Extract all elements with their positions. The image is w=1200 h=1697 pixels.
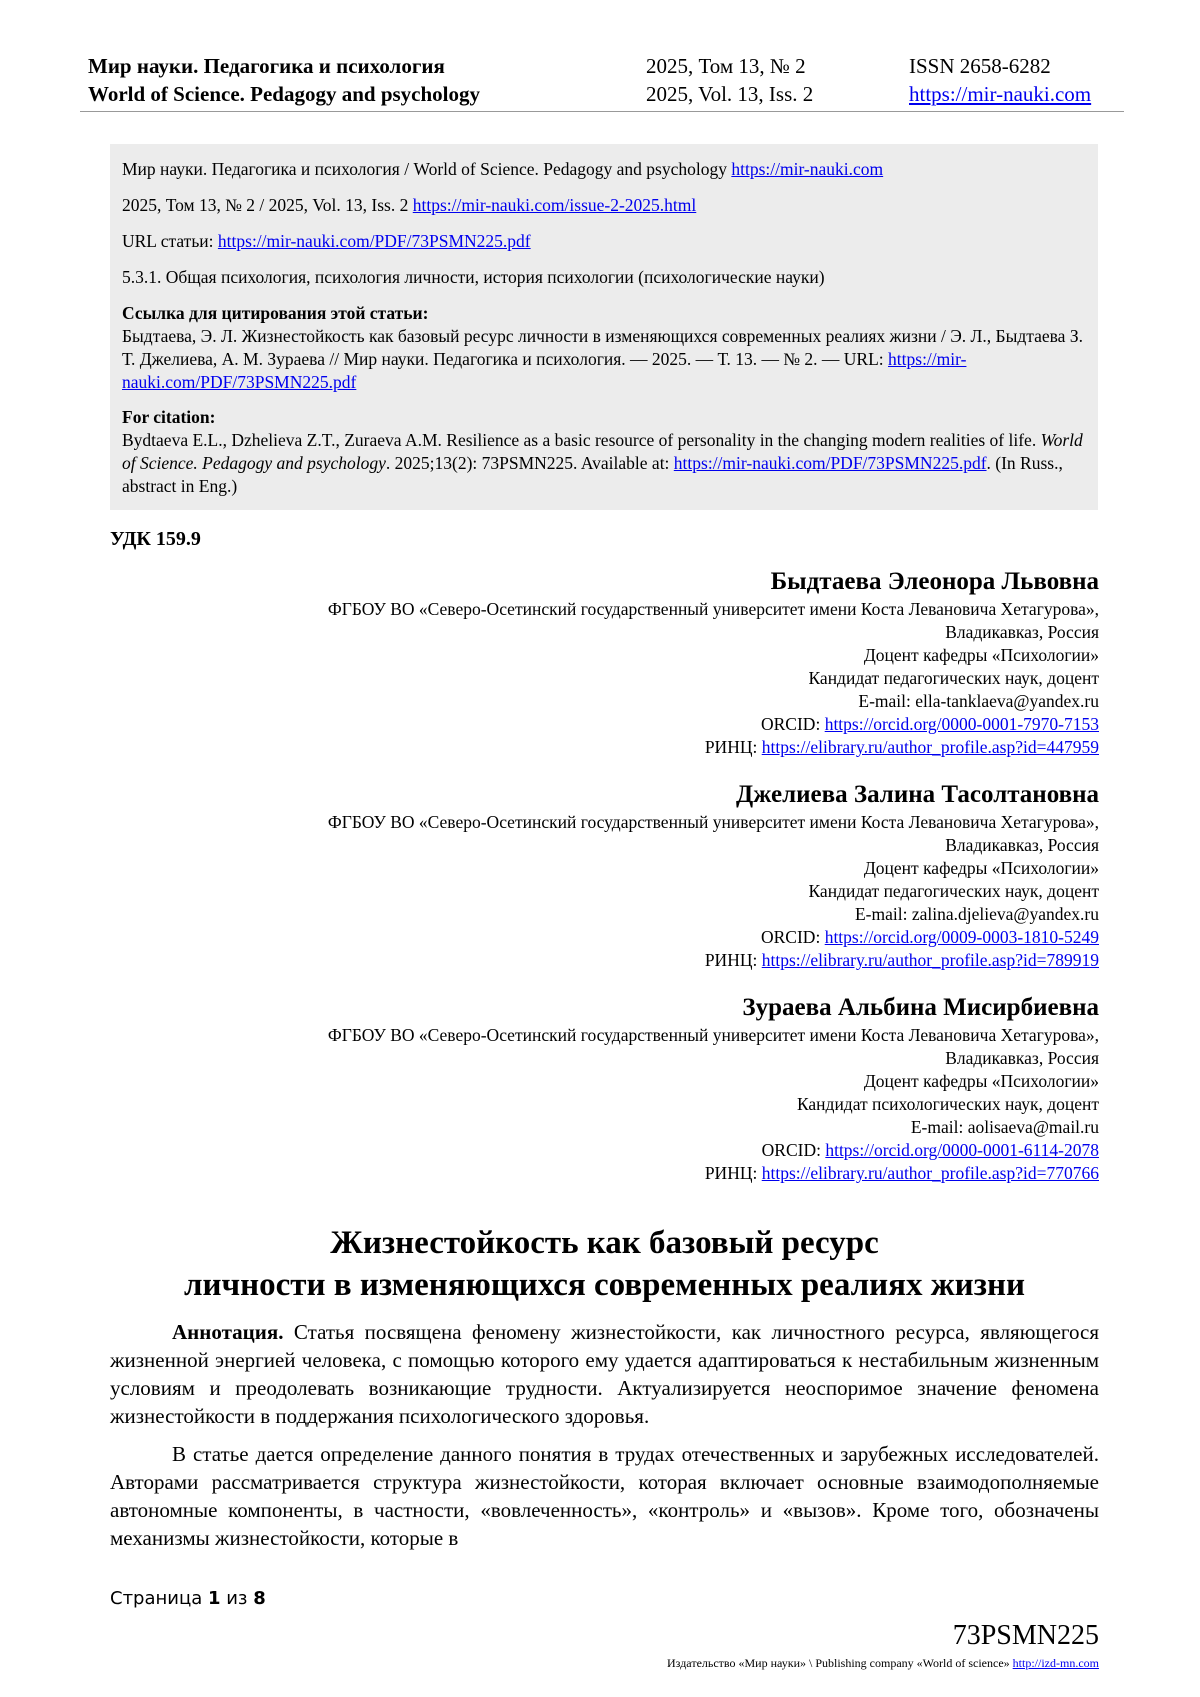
author-city: Владикавказ, Россия — [945, 835, 1099, 855]
author-name: Джелиева Залина Тасолтановна — [736, 781, 1099, 808]
author-city: Владикавказ, Россия — [945, 1048, 1099, 1068]
orcid-link[interactable]: https://orcid.org/0000-0001-6114-2078 — [825, 1140, 1099, 1160]
article-title-line-1: Жизнестойкость как базовый ресурс — [330, 1225, 879, 1261]
author-degree: Кандидат педагогических наук, доцент — [808, 668, 1099, 688]
author-affiliation: ФГБОУ ВО «Северо-Осетинский государственный университет имени Коста Левановича Хетагурова», — [327, 812, 1099, 832]
citation-box — [110, 144, 1098, 510]
author-rinc: РИНЦ: https://elibrary.ru/author_profile.asp?id=789919 — [704, 950, 1099, 970]
author-degree: Кандидат психологических наук, доцент — [796, 1094, 1099, 1114]
journal-site-link[interactable]: https://mir-nauki.com — [909, 82, 1092, 106]
rinc-link[interactable]: https://elibrary.ru/author_profile.asp?id=447959 — [761, 737, 1099, 757]
issn: ISSN 2658-6282 — [909, 54, 1051, 78]
author-city: Владикавказ, Россия — [945, 622, 1099, 642]
author-orcid: ORCID: https://orcid.org/0009-0003-1810-5249 — [761, 927, 1099, 947]
article-url-line: URL статьи: https://mir-nauki.com/PDF/73PSMN225.pdf — [122, 231, 531, 251]
author-position: Доцент кафедры «Психологии» — [863, 1071, 1099, 1091]
issue-line: 2025, Том 13, № 2 / 2025, Vol. 13, Iss. 2 https://mir-nauki.com/issue-2-2025.html — [122, 195, 697, 215]
issue-ru: 2025, Том 13, № 2 — [646, 54, 806, 78]
citation-ru-heading: Ссылка для цитирования этой статьи: — [122, 303, 429, 323]
author-name: Быдтаева Элеонора Львовна — [770, 568, 1099, 595]
author-3 — [110, 992, 1099, 1185]
author-email: E-mail: ella-tanklaeva@yandex.ru — [858, 691, 1099, 711]
abstract-paragraph-1: Аннотация. Статья посвящена феномену жизнестойкости, как личностного ресурса, являющегося жизненной энергией человека, с помощью которого ему удается адаптироваться к нестабильным жизненным условиям и преодолевать возникающие трудности. Актуализируется неоспоримое значение феномена жизнестойкости в поддержания психологического здоровья. — [110, 1320, 1099, 1428]
citation-ru — [122, 302, 1086, 394]
rinc-link[interactable]: https://elibrary.ru/author_profile.asp?id=789919 — [761, 950, 1099, 970]
citation-en-link[interactable]: https://mir-nauki.com/PDF/73PSMN225.pdf — [673, 453, 987, 473]
citation-en-heading: For citation: — [122, 407, 216, 427]
article-title-line-2: личности в изменяющихся современных реалиях жизни — [183, 1267, 1025, 1303]
orcid-link[interactable]: https://orcid.org/0009-0003-1810-5249 — [824, 927, 1099, 947]
authors-block — [110, 566, 1099, 1205]
publisher-line: Издательство «Мир науки» \ Publishing company «World of science» http://izd-mn.com — [667, 1656, 1099, 1670]
author-affiliation: ФГБОУ ВО «Северо-Осетинский государственный университет имени Коста Левановича Хетагурова», — [327, 1025, 1099, 1045]
author-orcid: ORCID: https://orcid.org/0000-0001-7970-7153 — [761, 714, 1099, 734]
author-email: E-mail: aolisaeva@mail.ru — [910, 1117, 1099, 1137]
abstract — [110, 1318, 1099, 1562]
author-position: Доцент кафедры «Психологии» — [863, 645, 1099, 665]
author-rinc: РИНЦ: https://elibrary.ru/author_profile.asp?id=770766 — [704, 1163, 1099, 1183]
author-name: Зураева Альбина Мисирбиевна — [742, 994, 1099, 1021]
citation-ru-link[interactable]: https://mir-nauki.com/PDF/73PSMN225.pdf — [122, 349, 967, 392]
orcid-link[interactable]: https://orcid.org/0000-0001-7970-7153 — [824, 714, 1099, 734]
journal-title-ru: Мир науки. Педагогика и психология — [88, 54, 445, 78]
publisher-link[interactable]: http://izd-mn.com — [1012, 1656, 1099, 1670]
author-email: E-mail: zalina.djelieva@yandex.ru — [854, 904, 1099, 924]
issue-link[interactable]: https://mir-nauki.com/issue-2-2025.html — [412, 195, 697, 215]
specialty-line: 5.3.1. Общая психология, психология личности, история психологии (психологические науки) — [122, 267, 825, 287]
citation-en-journal: World of Science. Pedagogy and psychology — [122, 430, 1083, 473]
author-position: Доцент кафедры «Психологии» — [863, 858, 1099, 878]
citation-ru-text: Быдтаева, Э. Л. Жизнестойкость как базовый ресурс личности в изменяющихся современных реалиях жизни / Э. Л., Быдтаева З. Т. Джелиева, А. М. Зураева // Мир науки. Педагогика и психология. — 2025. — Т. 13. — № 2. — URL: — [122, 326, 1083, 369]
article-title — [110, 1222, 1099, 1306]
journal-title-en: World of Science. Pedagogy and psychology — [88, 82, 481, 106]
article-pdf-link[interactable]: https://mir-nauki.com/PDF/73PSMN225.pdf — [217, 231, 531, 251]
author-affiliation: ФГБОУ ВО «Северо-Осетинский государственный университет имени Коста Левановича Хетагурова», — [327, 599, 1099, 619]
journal-link[interactable]: https://mir-nauki.com — [731, 159, 884, 179]
article-code: 73PSMN225 — [952, 1620, 1099, 1651]
author-1 — [110, 566, 1099, 759]
abstract-paragraph-2: В статье дается определение данного понятия в трудах отечественных и зарубежных исследователей. Авторами рассматривается структура жизнестойкости, которая включает основные взаимодополняемые автономные компоненты, в частности, «вовлеченность», «контроль» и «вызов». Кроме того, обозначены механизмы жизнестойкости, которые в — [110, 1442, 1099, 1550]
citation-en: For citation: Bydtaeva E.L., Dzhelieva Z.T., Zuraeva A.M. Resilience as a basic resource of personality in the changing modern realities of life. World of Science. Pedagogy and psychology. 2025;13(2): 73PSMN225. Available at: https://mir-nauki.com/PDF/73PSMN225.pdf. (In Russ., abstract in Eng.) — [122, 406, 1086, 498]
issue-en: 2025, Vol. 13, Iss. 2 — [646, 82, 814, 106]
author-orcid: ORCID: https://orcid.org/0000-0001-6114-2078 — [761, 1140, 1099, 1160]
author-rinc: РИНЦ: https://elibrary.ru/author_profile.asp?id=447959 — [704, 737, 1099, 757]
author-degree: Кандидат педагогических наук, доцент — [808, 881, 1099, 901]
journal-line: Мир науки. Педагогика и психология / World of Science. Pedagogy and psychology https://mir-nauki.com — [122, 159, 884, 179]
abstract-lead: Аннотация. — [172, 1320, 284, 1344]
udk-code: УДК 159.9 — [110, 528, 201, 550]
rinc-link[interactable]: https://elibrary.ru/author_profile.asp?id=770766 — [761, 1163, 1099, 1183]
header-divider — [80, 111, 1124, 112]
page-number: Страница 1 из 8 — [110, 1588, 266, 1609]
author-2 — [110, 779, 1099, 972]
